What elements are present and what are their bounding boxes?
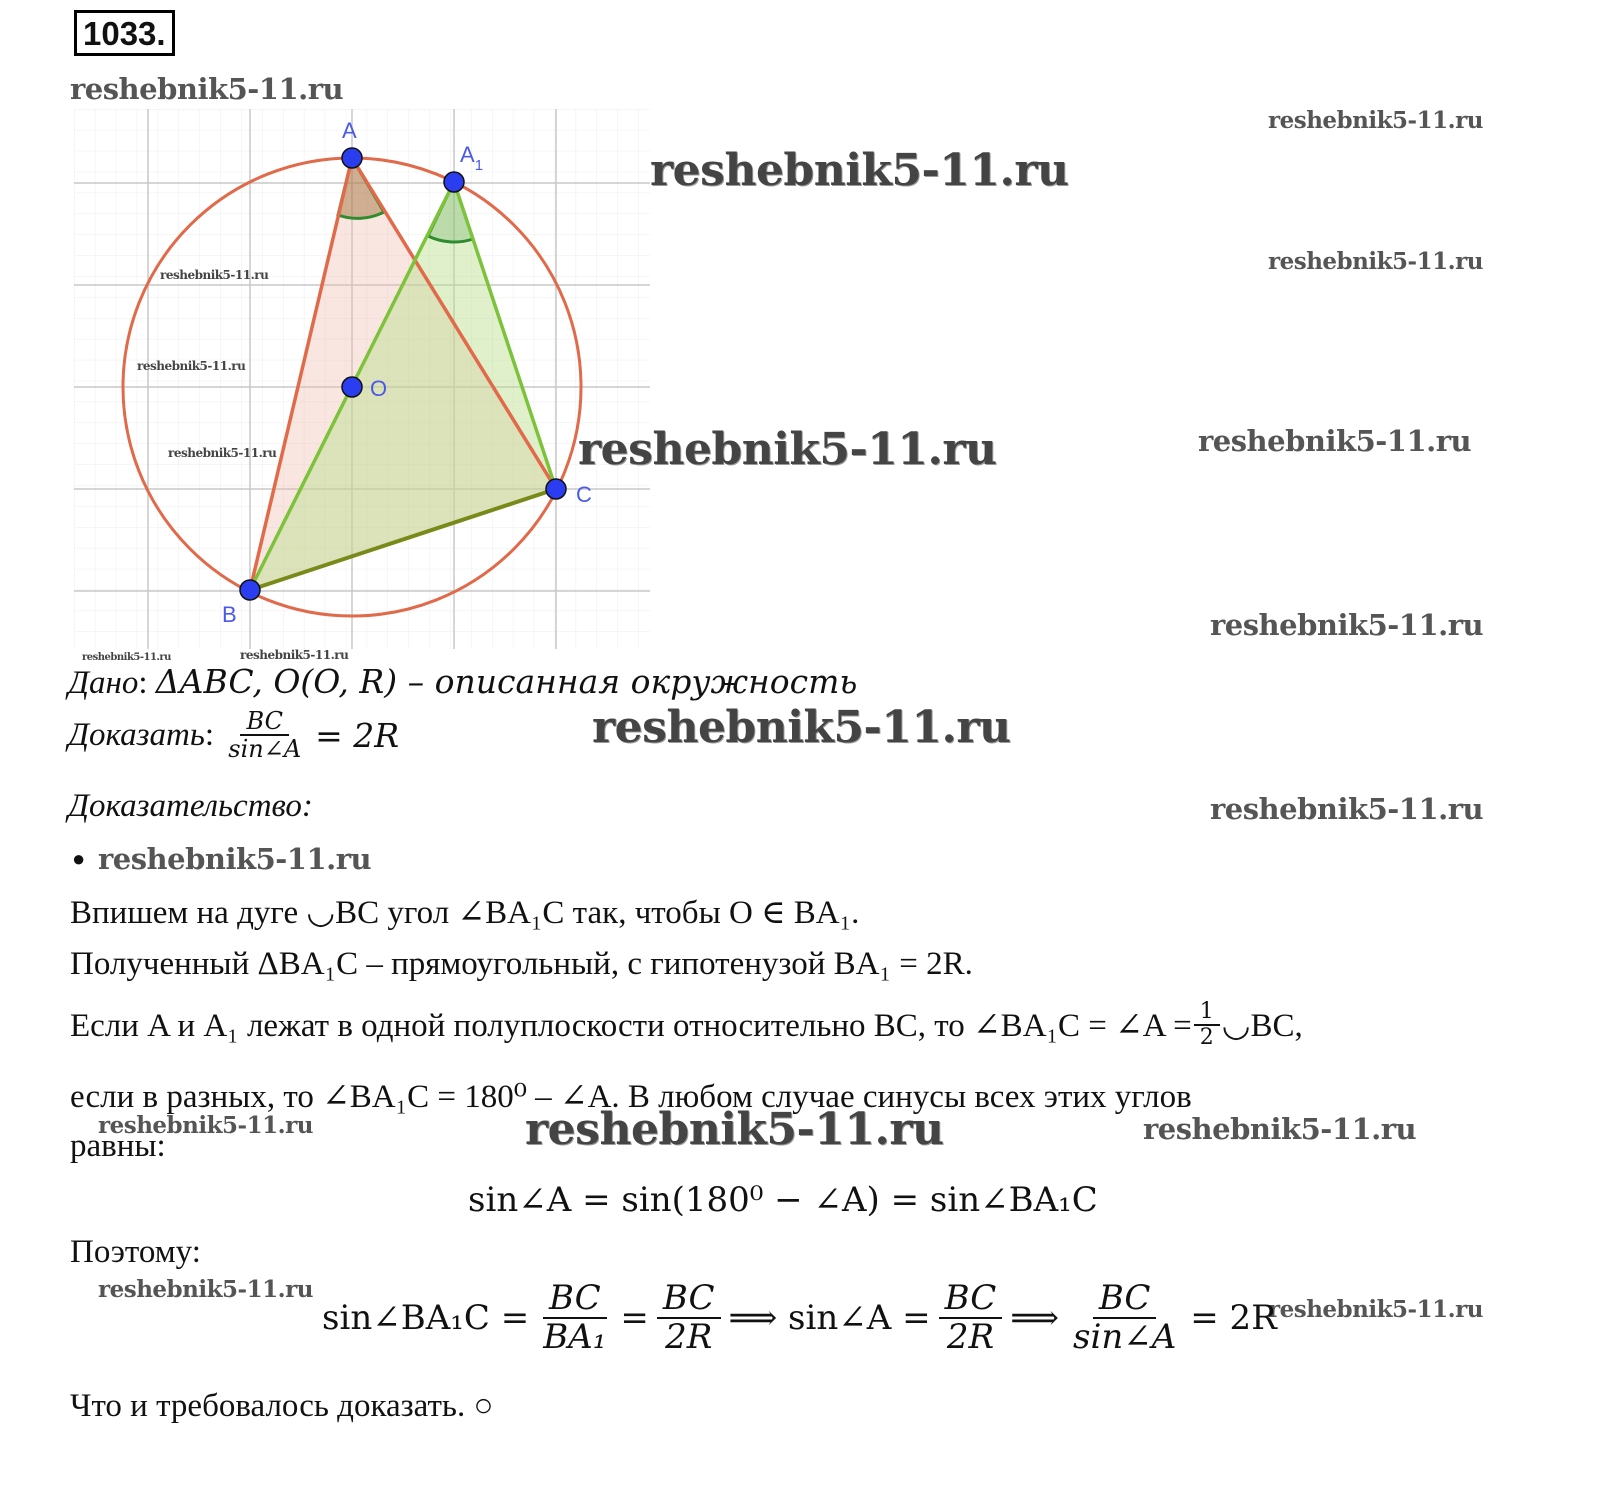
watermark: reshebnik5-11.ru [82,652,171,663]
proof-conclusion: Что и требовалось доказать. ○ [70,1388,494,1424]
prove-rhs: = 2R [315,715,400,755]
given-label: Дано [68,665,139,701]
prove-label: Доказать [68,716,205,753]
watermark: reshebnik5-11.ru [70,72,344,106]
label-o: O [370,376,388,401]
proof-line-4: если в разных, то ∠BA₁C = 180⁰ – ∠A. В любом случае синусы всех этих углов [70,1079,1192,1115]
given-statement: ΔABC, O(O, R) – описанная окружность [155,662,858,701]
given-line: Дано: ΔABC, O(O, R) – описанная окружность [68,662,858,701]
watermark: reshebnik5-11.ru [98,1276,313,1303]
proof-label: Доказательство: [68,788,313,824]
watermark: reshebnik5-11.ru [650,145,1069,196]
point-o [342,377,362,397]
watermark: reshebnik5-11.ru [240,648,349,662]
prove-line: Доказать : $\frac{BC}{\sin\angle A}$ = 2R [68,707,400,764]
proof-line-5: равны: [70,1128,166,1164]
watermark: reshebnik5-11.ru [168,446,277,460]
proof-line-3: Если A и A₁ лежат в одной полуплоскости относительно BC, то ∠BA₁C = ∠A = $\frac{1}{2}$ ◡BC, [70,999,1303,1051]
watermark: reshebnik5-11.ru [578,424,997,475]
label-b: B [222,602,237,627]
proof-line-1: Впишем на дуге ◡BC угол ∠BA₁C так, чтобы O ∈ BA₁. [70,895,860,931]
point-a [342,148,362,168]
problem-number: 1033. [74,10,175,56]
label-a1: $A_1$ [460,142,484,174]
point-a1 [444,172,464,192]
watermark: reshebnik5-11.ru [1210,792,1484,826]
watermark: reshebnik5-11.ru [1198,424,1472,458]
point-b [240,580,260,600]
watermark: reshebnik5-11.ru [1268,248,1483,275]
watermark: reshebnik5-11.ru [1268,1296,1483,1323]
half-numerator: 1 [1194,1000,1220,1026]
bullet: ● [72,846,86,871]
proof-line-2: Полученный ΔBA₁C – прямоугольный, с гипотенузой BA₁ = 2R. [70,946,973,982]
watermark: reshebnik5-11.ru [592,702,1011,753]
watermark: reshebnik5-11.ru [1210,608,1484,642]
prove-denominator: sin∠A [228,735,302,764]
point-c [546,479,566,499]
watermark: reshebnik5-11.ru [1268,107,1483,134]
watermark: reshebnik5-11.ru [137,359,246,373]
half-denominator: 2 [1199,1025,1214,1051]
watermark: reshebnik5-11.ru [98,1112,313,1139]
proof-line-6: Поэтому: [70,1234,201,1270]
equation-sines: sin∠A = sin(180⁰ − ∠A) = sin∠BA₁C [468,1180,1098,1220]
watermark: reshebnik5-11.ru [1143,1112,1417,1146]
equation-final: sin∠BA₁C = $\frac{BC}{\text{BA₁}}$ = $\frac{BC}{2R}$ ⟹ sin∠A = $\frac{BC}{2R}$ ⟹ $\frac{BC}{\sin\angle A}$ = 2R [322,1278,1277,1358]
label-c: C [576,482,592,507]
watermark: reshebnik5-11.ru [98,842,372,876]
watermark: reshebnik5-11.ru [525,1104,944,1155]
watermark: reshebnik5-11.ru [160,268,269,282]
label-a: A [342,118,357,143]
prove-numerator: BC [240,708,288,736]
